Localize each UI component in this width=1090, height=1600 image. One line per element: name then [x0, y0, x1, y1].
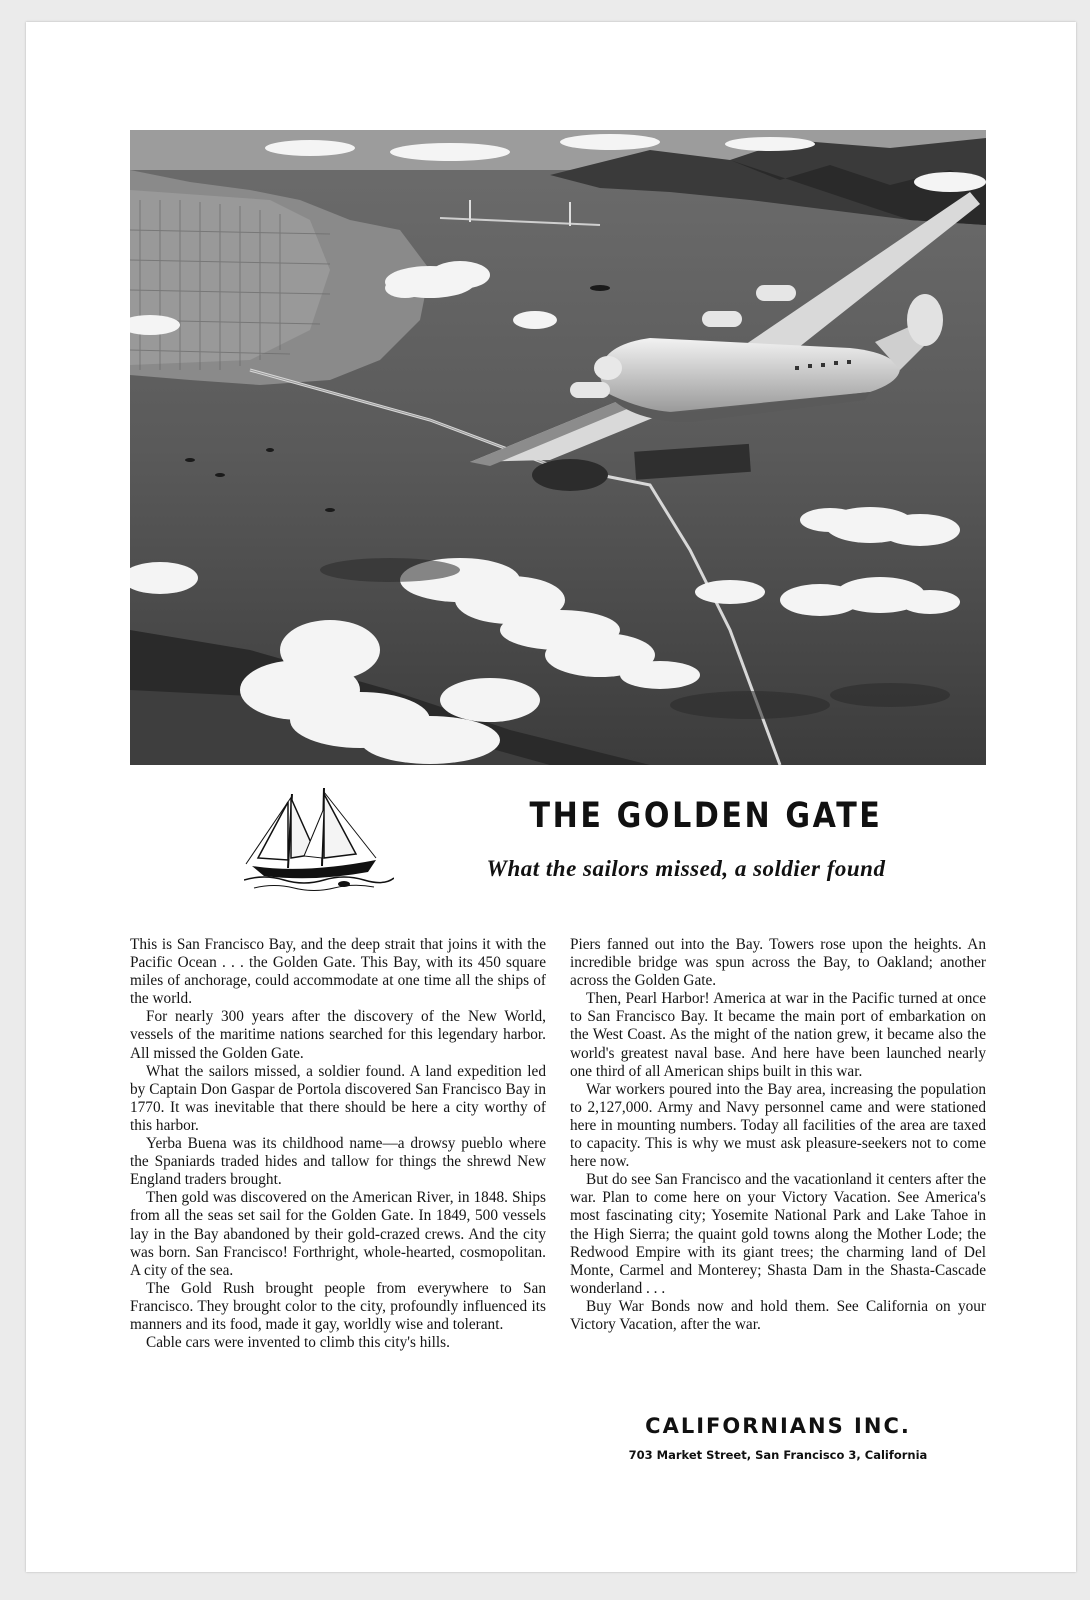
- magazine-page: [26, 22, 1076, 1572]
- paragraph: Then, Pearl Harbor! America at war in the Pacific turned at once to San Francisco Bay. It became the main port of embarkation on the West Coast. As the might of the nation grew, it became also the world's greatest naval base. And here have been launched nearly one third of all American ships built in this war.: [570, 990, 986, 1080]
- body-column-left: [130, 936, 546, 1352]
- paragraph: Yerba Buena was its childhood name—a drowsy pueblo where the Spaniards traded hides and tallow for things the shrewd New England traders brought.: [130, 1135, 546, 1189]
- paragraph: Buy War Bonds now and hold them. See California on your Victory Vacation, after the war.: [570, 1297, 986, 1333]
- paragraph: Then gold was discovered on the American River, in 1848. Ships from all the seas set sail for the Golden Gate. In 1849, 500 vessels lay in the Bay abandoned by their gold-crazed crews. And the city was born. San Francisco! Forthright, whole-hearted, cosmopolitan. A city of the sea.: [130, 1189, 546, 1279]
- paragraph: Cable cars were invented to climb this city's hills.: [146, 1334, 450, 1352]
- advertiser-signature: CALIFORNIANS INC.: [645, 1414, 911, 1438]
- paragraph: War workers poured into the Bay area, increasing the population to 2,127,000. Army and Navy personnel came and were stationed here in mounting numbers. Today all facilities of the area are taxed to capacity. This is why we must ask pleasure-seekers not to come here now.: [570, 1080, 986, 1171]
- paragraph: What the sailors missed, a soldier found. A land expedition led by Captain Don Gaspar de Portola discovered San Francisco Bay in 1770. It was inevitable that there should be here a city worthy of this harbor.: [130, 1062, 546, 1134]
- headline: THE GOLDEN GATE: [529, 796, 883, 836]
- paragraph: The Gold Rush brought people from everywhere to San Francisco. They brought color to the city, profoundly influenced its manners and its food, made it gay, worldly wise and tolerant.: [130, 1279, 546, 1333]
- sailing-ship-illustration: [244, 788, 394, 898]
- paragraph: But do see San Francisco and the vacationland it centers after the war. Plan to come here on your Victory Vacation. See America's most fascinating city; Yosemite National Park and Lake Tahoe in the High Sierra; the quaint gold towns along the Mother Lode; the Redwood Empire with its giant trees; the charming land of Del Monte, Carmel and Monterey; Shasta Dam in the Shasta-Cascade wonderland . . .: [570, 1171, 986, 1297]
- paragraph: This is San Francisco Bay, and the deep strait that joins it with the Pacific Ocean . . . the Golden Gate. This Bay, with its 450 square miles of anchorage, could accommodate at one time all the ships of the world.: [130, 936, 546, 1008]
- advertiser-address: 703 Market Street, San Francisco 3, California: [628, 1448, 928, 1462]
- subheadline: What the sailors missed, a soldier found: [486, 856, 886, 881]
- paragraph: For nearly 300 years after the discovery of the New World, vessels of the maritime nations searched for this legendary harbor. All missed the Golden Gate.: [130, 1008, 546, 1062]
- aerial-bay-photo: [130, 130, 986, 765]
- paragraph: Piers fanned out into the Bay. Towers rose upon the heights. An incredible bridge was spun across the Bay, to Oakland; another across the Golden Gate.: [570, 936, 986, 990]
- body-column-right: [570, 936, 986, 1334]
